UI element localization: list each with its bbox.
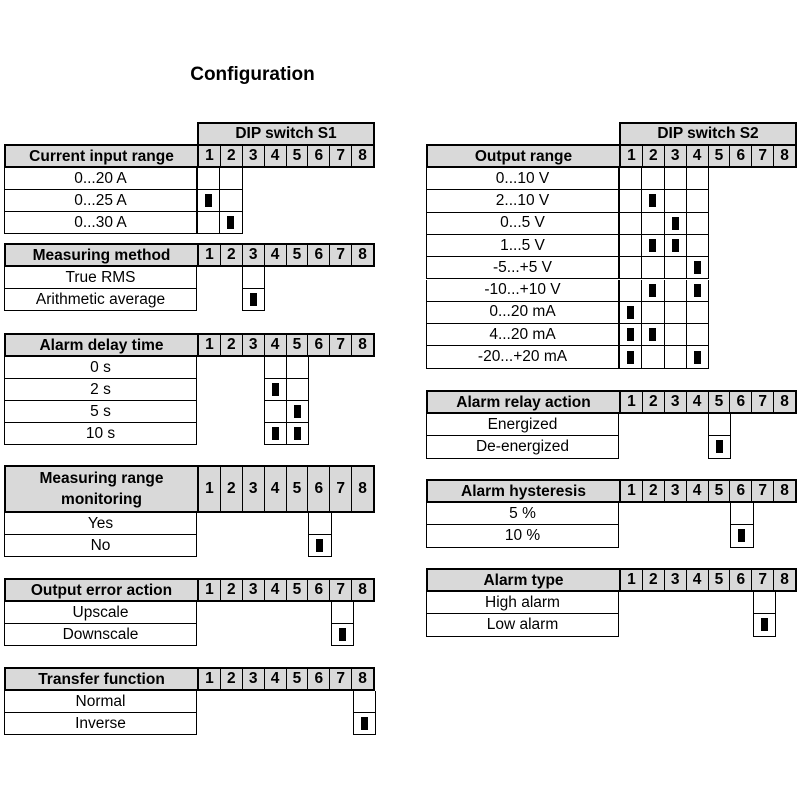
switch-cell-2 <box>641 346 664 368</box>
option-label: No <box>4 535 197 557</box>
switch-position-3: 3 <box>243 335 265 355</box>
output-range-title: Output range <box>428 146 621 166</box>
switch-position-8: 8 <box>358 581 367 598</box>
switch-position-5: 5 <box>709 481 731 501</box>
switch-position-7: 7 <box>752 392 774 412</box>
switch-position-2: 2 <box>643 146 665 166</box>
switch-position-6: 6 <box>730 146 752 166</box>
option-label: 2...10 V <box>426 190 619 212</box>
switch-cell-6 <box>308 535 331 557</box>
switch-cell-4 <box>686 190 709 212</box>
switch-position-8: 8 <box>358 480 367 497</box>
switch-cell-1 <box>619 257 642 279</box>
switch-cell-5 <box>708 436 731 458</box>
switch-position-5: 5 <box>287 580 309 600</box>
option-label: 10 % <box>426 525 619 547</box>
option-label: 4...20 mA <box>426 324 619 346</box>
alarm-relay-action-title: Alarm relay action <box>428 392 621 412</box>
option-label: 5 % <box>426 503 619 525</box>
option-label: 0...20 mA <box>426 302 619 324</box>
transfer-function-header-row <box>4 667 375 691</box>
switch-on-mark <box>738 529 745 542</box>
current-input-range-header-row <box>4 144 375 168</box>
alarm-hysteresis-title: Alarm hysteresis <box>428 481 621 501</box>
switch-cell-7 <box>753 592 776 614</box>
switch-position-2: 2 <box>221 335 243 355</box>
switch-on-mark <box>649 328 656 341</box>
switch-position-6: 6 <box>308 146 330 166</box>
switch-position-8: 8 <box>780 147 789 164</box>
switch-on-mark <box>694 284 701 297</box>
switch-cell-1 <box>619 168 642 190</box>
switch-position-8: 8 <box>780 571 789 588</box>
switch-cell-4 <box>686 213 709 235</box>
switch-cell-4 <box>264 423 287 445</box>
switch-position-2: 2 <box>221 669 243 689</box>
switch-position-5: 5 <box>287 245 309 265</box>
switch-position-1: 1 <box>621 481 643 501</box>
alarm-hysteresis-header-row <box>426 479 797 503</box>
switch-position-8: 8 <box>358 246 367 263</box>
switch-position-1: 1 <box>199 467 221 511</box>
switch-cell-1 <box>619 235 642 257</box>
option-label: Arithmetic average <box>4 289 197 311</box>
switch-cell-3 <box>664 235 687 257</box>
option-label: 10 s <box>4 423 197 445</box>
option-label: Upscale <box>4 602 197 624</box>
switch-position-5: 5 <box>709 392 731 412</box>
switch-position-1: 1 <box>199 669 221 689</box>
option-label: High alarm <box>426 592 619 614</box>
alarm-type-title: Alarm type <box>428 570 621 590</box>
switch-on-mark <box>627 351 634 364</box>
switch-position-1: 1 <box>199 245 221 265</box>
option-label: Yes <box>4 513 197 535</box>
switch-cell-3 <box>242 289 265 311</box>
switch-position-3: 3 <box>665 392 687 412</box>
switch-cell-5 <box>286 379 309 401</box>
switch-cell-3 <box>664 257 687 279</box>
switch-on-mark <box>205 194 212 207</box>
switch-position-2: 2 <box>643 570 665 590</box>
switch-position-7: 7 <box>330 335 352 355</box>
option-label: Energized <box>426 414 619 436</box>
switch-position-4: 4 <box>265 335 287 355</box>
switch-position-3: 3 <box>665 570 687 590</box>
switch-on-mark <box>272 383 279 396</box>
output-error-action-title: Output error action <box>6 580 199 600</box>
switch-cell-5 <box>708 414 731 436</box>
switch-position-5: 5 <box>709 570 731 590</box>
switch-position-7: 7 <box>330 467 352 511</box>
switch-position-8: 8 <box>780 482 789 499</box>
switch-position-2: 2 <box>221 467 243 511</box>
measuring-range-monitoring-header-row <box>4 465 375 513</box>
switch-position-7: 7 <box>330 669 352 689</box>
switch-position-3: 3 <box>243 146 265 166</box>
measuring-method-header-row <box>4 243 375 267</box>
option-label: 0...20 A <box>4 168 197 190</box>
option-label: -20...+20 mA <box>426 346 619 368</box>
switch-position-7: 7 <box>330 245 352 265</box>
switch-position-4: 4 <box>265 580 287 600</box>
switch-position-1: 1 <box>199 146 221 166</box>
switch-on-mark <box>294 427 301 440</box>
switch-position-7: 7 <box>752 481 774 501</box>
option-label: Downscale <box>4 624 197 646</box>
switch-position-3: 3 <box>243 467 265 511</box>
switch-position-5: 5 <box>287 335 309 355</box>
switch-position-8: 8 <box>358 670 367 687</box>
option-label: Normal <box>4 691 197 713</box>
switch-position-6: 6 <box>308 669 330 689</box>
switch-cell-6 <box>730 503 753 525</box>
switch-position-8: 8 <box>358 336 367 353</box>
switch-cell-3 <box>664 280 687 302</box>
switch-cell-2 <box>641 235 664 257</box>
switch-position-2: 2 <box>643 481 665 501</box>
option-label: 0...25 A <box>4 190 197 212</box>
switch-on-mark <box>227 216 234 229</box>
output-error-action-header-row <box>4 578 375 602</box>
switch-cell-2 <box>641 257 664 279</box>
switch-position-4: 4 <box>687 481 709 501</box>
switch-on-mark <box>361 717 368 730</box>
switch-position-5: 5 <box>287 146 309 166</box>
switch-position-1: 1 <box>621 392 643 412</box>
switch-cell-4 <box>264 357 287 379</box>
alarm-type-header-row <box>426 568 797 592</box>
option-label: Inverse <box>4 713 197 735</box>
switch-position-4: 4 <box>265 146 287 166</box>
switch-on-mark <box>316 539 323 552</box>
switch-cell-4 <box>686 257 709 279</box>
switch-cell-2 <box>641 213 664 235</box>
option-label: 1...5 V <box>426 235 619 257</box>
switch-cell-3 <box>664 190 687 212</box>
switch-position-4: 4 <box>687 392 709 412</box>
switch-cell-3 <box>664 324 687 346</box>
switch-cell-4 <box>686 302 709 324</box>
switch-cell-4 <box>686 235 709 257</box>
option-label: De-energized <box>426 436 619 458</box>
switch-position-8: 8 <box>358 147 367 164</box>
switch-position-3: 3 <box>665 146 687 166</box>
alarm-delay-time-title: Alarm delay time <box>6 335 199 355</box>
switch-cell-4 <box>264 401 287 423</box>
option-label: -5...+5 V <box>426 257 619 279</box>
switch-cell-3 <box>664 302 687 324</box>
alarm-relay-action-header-row <box>426 390 797 414</box>
switch-cell-1 <box>197 212 220 234</box>
switch-position-6: 6 <box>308 245 330 265</box>
option-label: -10...+10 V <box>426 280 619 302</box>
page-title: Configuration <box>190 64 315 85</box>
switch-cell-4 <box>686 280 709 302</box>
switch-on-mark <box>294 405 301 418</box>
switch-position-7: 7 <box>752 570 774 590</box>
measuring-method-title: Measuring method <box>6 245 199 265</box>
option-label: True RMS <box>4 267 197 289</box>
switch-cell-2 <box>641 190 664 212</box>
switch-position-1: 1 <box>199 335 221 355</box>
switch-cell-1 <box>619 213 642 235</box>
switch-cell-6 <box>308 513 331 535</box>
switch-position-6: 6 <box>730 481 752 501</box>
switch-on-mark <box>250 293 257 306</box>
switch-position-2: 2 <box>643 392 665 412</box>
switch-position-3: 3 <box>243 580 265 600</box>
switch-cell-6 <box>730 525 753 547</box>
switch-position-4: 4 <box>265 467 287 511</box>
switch-cell-1 <box>619 324 642 346</box>
switch-position-4: 4 <box>687 146 709 166</box>
switch-position-8: 8 <box>780 393 789 410</box>
switch-on-mark <box>627 306 634 319</box>
measuring-range-monitoring-title: Measuring range monitoring <box>6 467 199 511</box>
switch-position-1: 1 <box>621 570 643 590</box>
switch-position-1: 1 <box>199 580 221 600</box>
switch-on-mark <box>649 194 656 207</box>
switch-on-mark <box>716 440 723 453</box>
option-label: 2 s <box>4 379 197 401</box>
switch-cell-2 <box>641 324 664 346</box>
switch-cell-5 <box>286 357 309 379</box>
switch-cell-7 <box>331 602 354 624</box>
switch-position-3: 3 <box>243 245 265 265</box>
switch-cell-1 <box>197 190 220 212</box>
switch-position-7: 7 <box>330 146 352 166</box>
switch-on-mark <box>694 351 701 364</box>
switch-position-2: 2 <box>221 146 243 166</box>
option-label: 5 s <box>4 401 197 423</box>
switch-position-7: 7 <box>330 580 352 600</box>
output-range-header-row <box>426 144 797 168</box>
switch-position-4: 4 <box>265 669 287 689</box>
switch-cell-7 <box>331 624 354 646</box>
option-label: 0...30 A <box>4 212 197 234</box>
switch-on-mark <box>272 427 279 440</box>
switch-cell-4 <box>264 379 287 401</box>
switch-position-6: 6 <box>308 467 330 511</box>
switch-position-6: 6 <box>308 580 330 600</box>
alarm-delay-time-header-row <box>4 333 375 357</box>
switch-on-mark <box>627 328 634 341</box>
switch-cell-8 <box>353 691 376 713</box>
switch-position-1: 1 <box>621 146 643 166</box>
switch-on-mark <box>694 261 701 274</box>
switch-cell-3 <box>242 267 265 289</box>
switch-on-mark <box>339 628 346 641</box>
switch-on-mark <box>649 239 656 252</box>
switch-position-5: 5 <box>709 146 731 166</box>
switch-cell-1 <box>197 168 220 190</box>
dip-switch-s2-header: DIP switch S2 <box>619 122 797 146</box>
switch-position-2: 2 <box>221 580 243 600</box>
switch-position-4: 4 <box>687 570 709 590</box>
switch-cell-1 <box>619 190 642 212</box>
switch-cell-1 <box>619 346 642 368</box>
switch-position-5: 5 <box>287 467 309 511</box>
option-label: 0 s <box>4 357 197 379</box>
option-label: Low alarm <box>426 614 619 636</box>
switch-cell-7 <box>753 614 776 636</box>
switch-position-5: 5 <box>287 669 309 689</box>
switch-position-2: 2 <box>221 245 243 265</box>
transfer-function-title: Transfer function <box>6 669 199 689</box>
switch-cell-3 <box>664 346 687 368</box>
switch-cell-1 <box>619 280 642 302</box>
option-label: 0...5 V <box>426 213 619 235</box>
current-input-range-title: Current input range <box>6 146 199 166</box>
switch-cell-4 <box>686 346 709 368</box>
switch-on-mark <box>672 217 679 230</box>
switch-cell-3 <box>664 213 687 235</box>
switch-cell-5 <box>286 401 309 423</box>
switch-position-3: 3 <box>243 669 265 689</box>
switch-cell-2 <box>219 168 242 190</box>
switch-cell-4 <box>686 168 709 190</box>
switch-cell-8 <box>353 713 376 735</box>
switch-cell-2 <box>219 190 242 212</box>
dip-switch-s1-header: DIP switch S1 <box>197 122 375 146</box>
switch-position-6: 6 <box>730 570 752 590</box>
switch-cell-2 <box>641 168 664 190</box>
switch-position-7: 7 <box>752 146 774 166</box>
switch-position-3: 3 <box>665 481 687 501</box>
switch-position-4: 4 <box>265 245 287 265</box>
option-label: 0...10 V <box>426 168 619 190</box>
switch-on-mark <box>649 284 656 297</box>
switch-cell-2 <box>641 280 664 302</box>
switch-cell-3 <box>664 168 687 190</box>
switch-cell-1 <box>619 302 642 324</box>
switch-cell-4 <box>686 324 709 346</box>
switch-cell-2 <box>641 302 664 324</box>
switch-on-mark <box>761 618 768 631</box>
switch-on-mark <box>672 239 679 252</box>
switch-cell-5 <box>286 423 309 445</box>
switch-position-6: 6 <box>730 392 752 412</box>
switch-cell-2 <box>219 212 242 234</box>
switch-position-6: 6 <box>308 335 330 355</box>
